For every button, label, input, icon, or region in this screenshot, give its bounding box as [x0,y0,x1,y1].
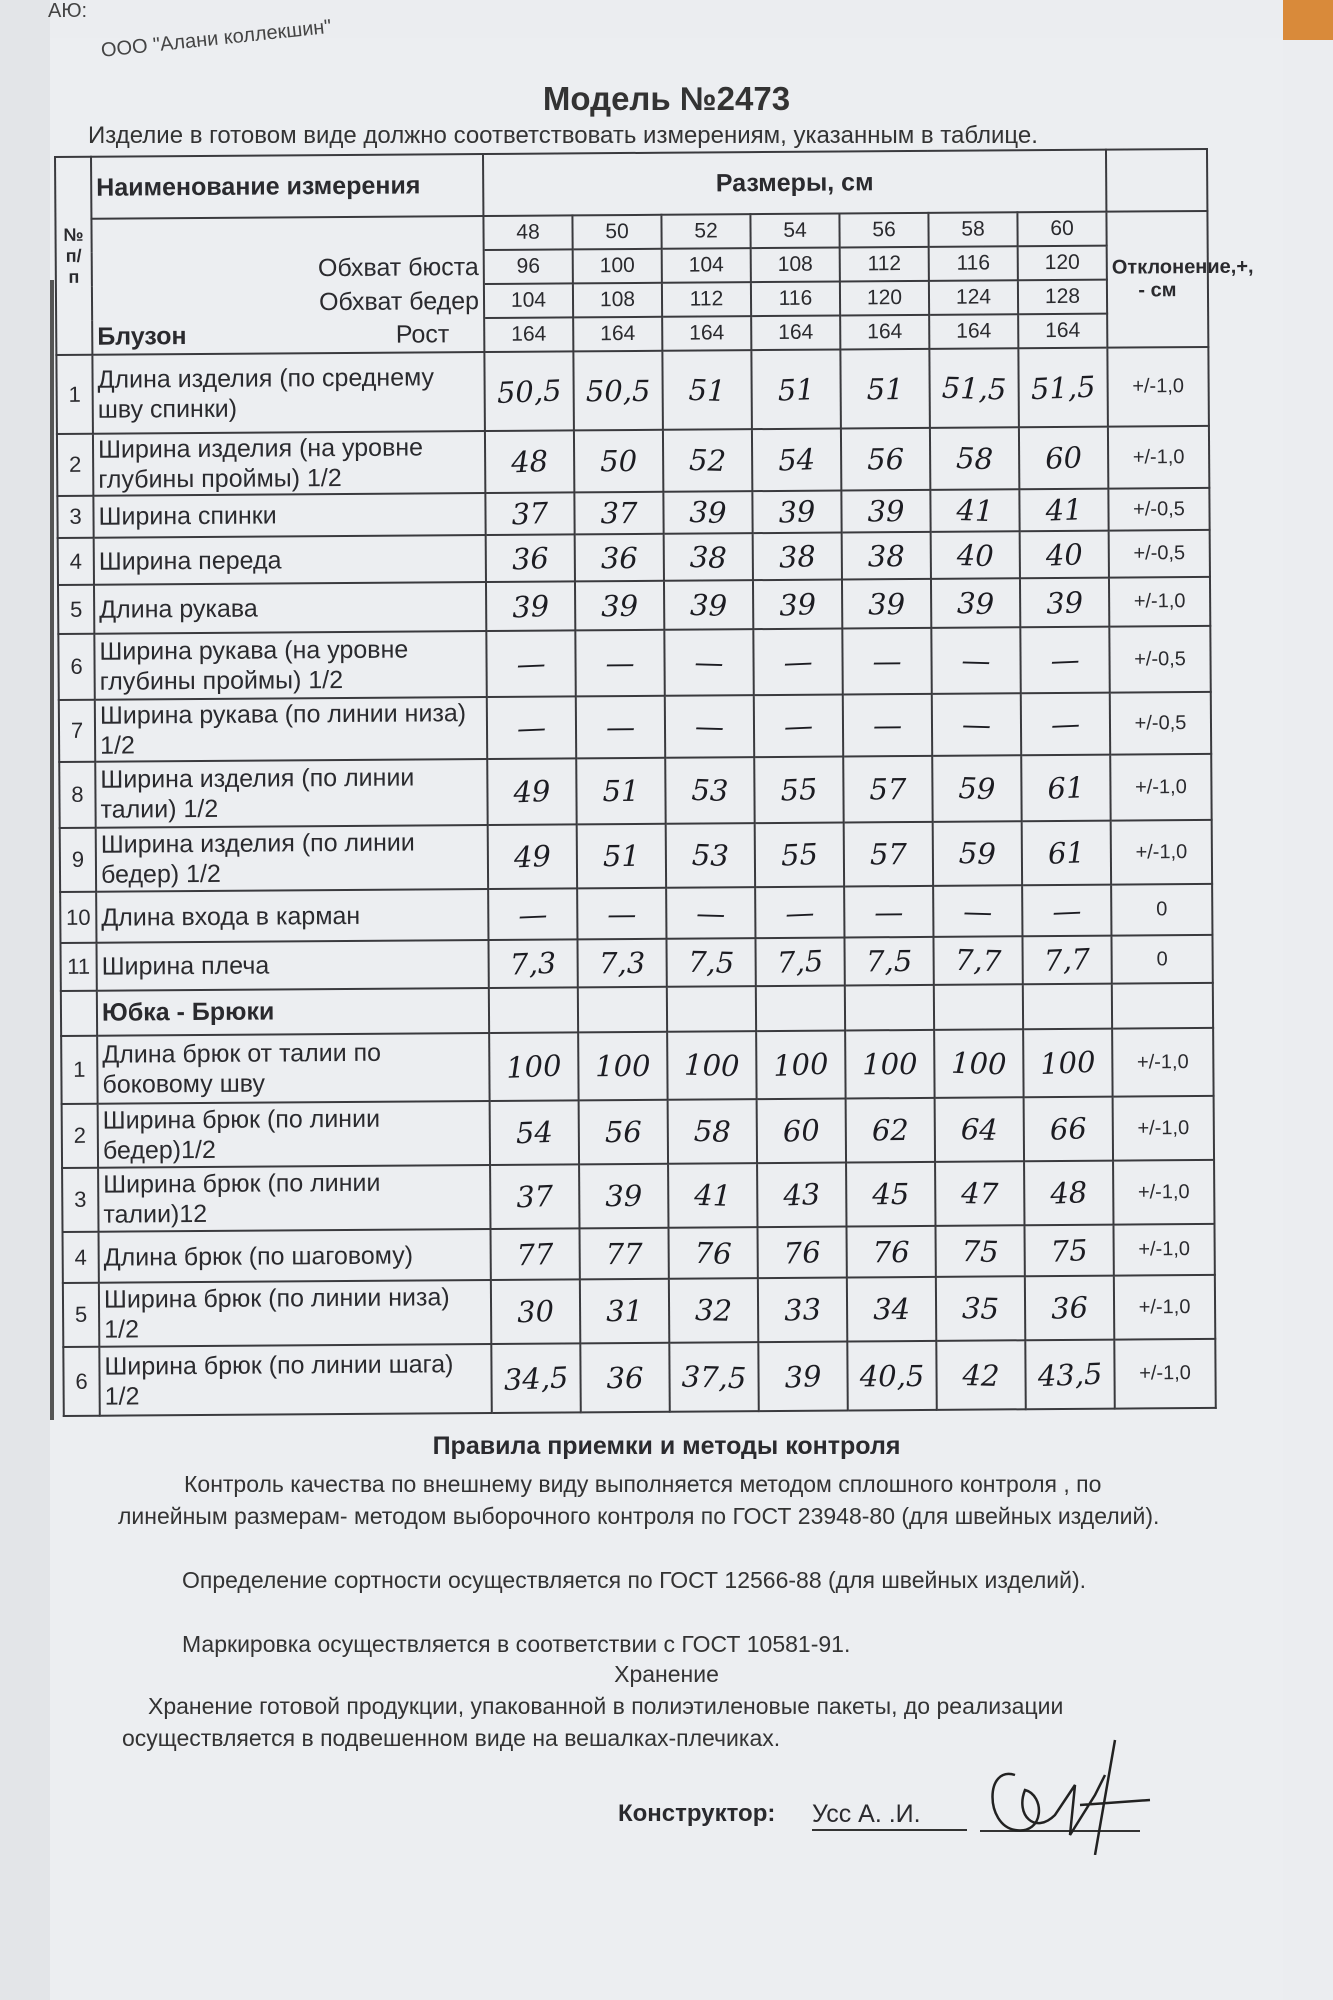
handwritten-value: — [485,629,577,699]
size-header: 52 [661,214,750,249]
bust-value: 120 [1018,246,1107,281]
row-number: 6 [58,634,94,700]
handwritten-value: 39 [752,578,843,631]
handwritten-value: 61 [1020,753,1112,823]
company-name: ООО "Алани коллекшин" [100,15,333,62]
handwritten-value: — [754,885,845,940]
handwritten-value: 100 [1022,1027,1114,1099]
handwritten-value: 37 [489,1163,581,1231]
bust-value: 96 [484,249,573,284]
table-row [59,692,1211,762]
row-number: 6 [63,1347,99,1416]
handwritten-value: 58 [929,426,1020,490]
handwritten-value: 55 [753,755,845,825]
handwritten-value: 40 [1019,529,1110,580]
rules-title: Правила приемки и методы контроля [432,1432,901,1460]
measurement-name: Ширина изделия (на уровне глубины проймы) 1/2 [93,431,485,496]
bust-value: 100 [573,249,662,284]
blouse-section-label: Блузон [97,322,187,351]
table-row [58,530,1210,585]
row-number: 7 [59,700,95,762]
handwritten-value: 100 [578,1032,667,1101]
row-number: 2 [62,1104,98,1168]
handwritten-value: 39 [1019,576,1110,629]
tolerance-value: +/-0,5 [1110,692,1211,755]
tolerance-value: +/-1,0 [1114,1339,1215,1409]
tolerance-value: +/-1,0 [1113,1224,1214,1276]
tolerance-value: +/-1,0 [1109,577,1210,627]
handwritten-value: 45 [846,1162,935,1227]
measurement-name: Ширина брюк (по линии бедер)1/2 [98,1101,490,1168]
row-number: 5 [63,1283,99,1347]
blouse-height-cell [92,318,484,355]
height-label: Рост [395,320,450,349]
hips-value: 128 [1018,280,1107,315]
size-header: 58 [928,212,1017,247]
handwritten-value: 56 [579,1100,668,1165]
table-row [60,884,1212,943]
handwritten-value: 7,5 [666,937,756,987]
handwritten-value: 34 [847,1277,936,1342]
handwritten-value: 37 [485,491,576,537]
handwritten-value: 51,5 [929,347,1020,428]
hips-value: 112 [662,282,751,317]
handwritten-value: — [1020,691,1112,757]
tolerance-header: Отклонение,+, - см [1106,211,1208,348]
document-subtitle: Изделие в готовом виде должно соответствовать измерениям, указанным в таблице. [88,122,1038,149]
measurement-name: Ширина изделия (по линии талии) 1/2 [95,759,487,828]
approve-label: АЮ: [48,0,88,22]
tolerance-value: 0 [1111,935,1212,984]
height-value: 164 [662,316,751,351]
handwritten-value: — [487,887,578,942]
constructor-name: Усс А. .И. [812,1800,967,1831]
empty-cell [489,987,578,1033]
handwritten-value: — [1019,625,1111,695]
handwritten-value: 36 [575,534,664,582]
handwritten-value: 76 [757,1225,848,1280]
table-row [57,426,1209,496]
handwritten-value: — [575,630,664,697]
tolerance-value: +/-1,0 [1113,1160,1214,1225]
height-value: 164 [573,317,662,352]
handwritten-value: 43 [756,1161,848,1229]
empty-cell [845,985,934,1031]
row-number: 4 [58,538,94,585]
handwritten-value: 66 [1023,1095,1115,1163]
handwritten-value: 50,5 [573,351,663,431]
row-number: 8 [59,762,95,828]
row-number: 1 [61,1036,97,1104]
handwritten-value: 7,7 [1022,934,1113,986]
empty-cell [934,984,1023,1030]
handwritten-value: 51 [577,824,666,889]
handwritten-value: 53 [665,822,756,888]
handwritten-value: 36 [1024,1274,1116,1342]
handwritten-value: — [576,696,665,759]
handwritten-value: 39 [663,579,753,630]
hips-value: 120 [840,281,929,316]
handwritten-value: 39 [757,1340,849,1413]
empty-cell [91,216,483,253]
handwritten-value: 39 [663,490,753,534]
table-row [63,1275,1215,1347]
page-binding [50,280,54,1420]
measurement-name: Длина рукава [94,582,486,634]
handwritten-value: 100 [845,1030,934,1099]
tolerance-value: +/-0,5 [1108,488,1209,531]
bust-value: 112 [840,247,929,282]
tolerance-value: 0 [1111,884,1212,936]
handwritten-value: 60 [756,1097,848,1165]
handwritten-value: 75 [935,1224,1025,1277]
handwritten-value: 39 [752,489,843,535]
table-row [57,488,1209,538]
height-value: 164 [840,315,929,350]
section-row [61,983,1213,1036]
tolerance-value: +/-1,0 [1113,1096,1214,1161]
handwritten-value: 47 [934,1160,1025,1226]
bust-value: 104 [662,248,751,283]
measurement-name: Ширина спинки [93,493,485,538]
rules-paragraph-2: Определение сортности осуществляется по ГОСТ 12566-88 (для швейных изделий). [182,1567,1087,1593]
table-row [61,1028,1213,1104]
handwritten-value: 77 [490,1227,581,1282]
table-row [60,820,1212,892]
handwritten-value: 59 [932,754,1023,822]
row-number: 4 [63,1232,99,1283]
handwritten-value: 62 [846,1098,935,1163]
handwritten-value: 100 [488,1031,580,1103]
handwritten-value: 51 [750,348,842,431]
hips-value: 116 [751,282,840,317]
handwritten-value: — [753,693,845,759]
handwritten-value: 30 [490,1278,582,1346]
page-edge [0,0,50,2000]
handwritten-value: — [752,627,844,697]
handwritten-value: 38 [752,531,843,582]
measurement-name: Ширина рукава (на уровне глубины проймы) 1/2 [94,631,486,700]
handwritten-value: 51,5 [1017,346,1109,429]
row-number: 3 [57,496,93,538]
handwritten-value: 31 [580,1279,669,1344]
handwritten-value: 35 [935,1275,1026,1341]
handwritten-value: 7,3 [488,938,579,990]
handwritten-value: 64 [934,1096,1025,1162]
tolerance-value: +/-1,0 [1107,347,1209,427]
handwritten-value: 55 [754,821,846,889]
row-number: 3 [62,1168,98,1232]
rules-paragraph-3: Маркировка осуществляется в соответствии с ГОСТ 10581-91. [182,1631,851,1657]
handwritten-value: 61 [1021,819,1113,887]
size-header: 48 [483,215,572,250]
measurement-name: Длина входа в карман [96,889,488,943]
tolerance-value: +/-1,0 [1112,1028,1213,1097]
handwritten-value: 33 [757,1276,849,1344]
handwritten-value: — [931,692,1022,756]
handwritten-value: — [664,628,755,696]
constructor-label: Конструктор: [618,1800,776,1827]
table-surface [1283,0,1333,40]
height-value: 164 [1018,314,1107,349]
handwritten-value: 39 [485,580,576,633]
name-header: Наименование измерения [91,154,483,219]
handwritten-value: 39 [841,490,930,533]
handwritten-value: 39 [930,577,1020,628]
measurement-name: Ширина брюк (по линии низа) 1/2 [99,1280,491,1347]
size-header: 50 [572,215,661,250]
tolerance-value: +/-1,0 [1111,820,1212,885]
handwritten-value: 7,5 [755,936,846,988]
handwritten-value: — [842,628,931,695]
handwritten-value: 50 [574,430,663,493]
handwritten-value: 32 [668,1277,759,1343]
measurement-name: Длина изделия (по среднему шву спинки) [92,352,485,434]
handwritten-signature [975,1735,1155,1855]
skirt-section-label: Юбка - Брюки [97,988,489,1036]
empty-cell [578,987,667,1033]
handwritten-value: 51 [662,349,753,430]
table-row [58,577,1210,634]
handwritten-value: 7,7 [933,935,1023,985]
handwritten-value: 40,5 [847,1341,936,1411]
handwritten-value: 41 [667,1162,758,1228]
measurements-table [54,148,1254,1417]
row-number: 1 [56,355,93,434]
handwritten-value: 42 [936,1339,1027,1410]
handwritten-value: — [666,886,756,939]
empty-cell [1106,149,1207,212]
storage-title: Хранение [614,1661,719,1687]
handwritten-value: 57 [844,822,933,887]
table-row [58,626,1210,700]
handwritten-value: 57 [843,756,932,823]
table-row [62,1096,1214,1168]
measurement-name: Длина брюк (по шаговому) [99,1229,491,1283]
handwritten-value: 100 [755,1029,847,1101]
hips-value: 104 [484,283,573,318]
measurement-name: Ширина брюк (по линии талии)12 [98,1165,490,1232]
tolerance-value: +/-1,0 [1110,754,1211,821]
handwritten-value: 37,5 [669,1341,760,1412]
size-header: 54 [750,214,839,249]
table-row [56,347,1209,434]
row-number: 5 [58,585,94,634]
empty-cell [61,991,97,1036]
handwritten-value: 39 [579,1164,668,1229]
tolerance-value: +/-1,0 [1114,1275,1215,1340]
handwritten-value: 56 [841,428,930,491]
rules-paragraph-1: Контроль качества по внешнему виду выполняется методом сплошного контроля , по линейным размерам- методом выборочного контроля по ГОСТ 23948-80 (для швейных изделий). [118,1471,1160,1529]
handwritten-value: 77 [579,1228,668,1280]
handwritten-value: 59 [932,820,1023,886]
row-number: 10 [60,892,96,943]
handwritten-value: 34,5 [490,1342,582,1415]
handwritten-value: — [577,888,666,940]
bust-value: 116 [929,246,1018,281]
hips-value: 124 [929,280,1018,315]
row-number: 9 [60,828,96,892]
handwritten-value: 100 [933,1028,1024,1098]
handwritten-value: 38 [842,532,931,580]
handwritten-value: 49 [487,823,579,891]
handwritten-value: 36 [580,1343,669,1413]
handwritten-value: 76 [846,1226,935,1278]
measurement-name: Ширина брюк (по линии шага) 1/2 [99,1344,491,1416]
hips-value: 108 [573,283,662,318]
table-row [62,1160,1214,1232]
handwritten-value: 39 [842,579,931,629]
table-row [63,1339,1215,1416]
handwritten-value: 54 [751,427,843,493]
handwritten-value: 100 [666,1030,757,1100]
empty-cell [1023,984,1112,1030]
handwritten-value: — [664,694,755,758]
handwritten-value: 49 [486,757,578,827]
bust-value: 108 [751,248,840,283]
document-title: Модель №2473 [542,80,791,117]
tolerance-value: +/-0,5 [1109,626,1210,693]
handwritten-value: 75 [1024,1223,1115,1278]
table-row [59,754,1211,828]
measurement-name: Ширина плеча [96,940,488,991]
tolerance-value: +/-1,0 [1108,426,1209,489]
handwritten-value: 60 [1018,425,1110,491]
handwritten-value: 48 [1023,1159,1115,1227]
handwritten-value: 7,5 [844,937,933,986]
handwritten-value: 54 [489,1099,581,1167]
measurement-name: Ширина переда [94,535,486,585]
handwritten-value: 48 [484,429,576,495]
handwritten-value: — [844,886,933,938]
handwritten-value: — [931,626,1022,694]
hips-label: Обхват бедер [92,284,484,321]
row-number: 2 [57,434,93,496]
sizes-header: Размеры, см [483,150,1106,216]
handwritten-value: — [486,695,578,761]
handwritten-value: 39 [575,581,664,631]
handwritten-value: 38 [663,532,753,581]
bust-label: Обхват бюста [92,250,484,287]
handwritten-value: 36 [485,533,576,584]
measurement-name: Ширина изделия (по линии бедер) 1/2 [96,825,488,892]
handwritten-value: — [1021,883,1112,938]
storage-paragraph: Хранение готовой продукции, упакованной в полиэтиленовые пакеты, до реализации осуществляется в подвешенном виде на вешалках-плечиках. [122,1693,1064,1751]
empty-cell [1112,983,1213,1029]
empty-cell [667,986,756,1032]
handwritten-value: 41 [930,488,1020,532]
handwritten-value: 51 [576,758,665,825]
handwritten-value: 53 [665,756,756,824]
height-value: 164 [751,316,840,351]
height-value: 164 [929,314,1018,349]
handwritten-value: 43,5 [1024,1338,1116,1411]
handwritten-value: 76 [668,1226,758,1279]
handwritten-value: 41 [1019,487,1110,533]
handwritten-value: 7,3 [577,939,666,988]
handwritten-value: 50,5 [483,350,575,433]
handwritten-value: 51 [840,349,930,429]
index-header: № п/п [55,157,92,355]
table-row [60,935,1212,991]
handwritten-value: — [843,694,932,757]
handwritten-value: 40 [930,530,1020,579]
size-header: 56 [839,213,928,248]
measurement-name: Ширина рукава (по линии низа) 1/2 [95,697,487,762]
handwritten-value: 58 [667,1098,758,1164]
row-number: 11 [60,943,96,991]
handwritten-value: — [933,884,1023,937]
table-row [63,1224,1215,1283]
measurement-name: Длина брюк от талии по боковому шву [97,1033,489,1104]
tolerance-value: +/-0,5 [1109,530,1210,578]
handwritten-value: 52 [662,428,753,492]
size-header: 60 [1017,212,1106,247]
height-value: 164 [484,317,573,352]
handwritten-value: 37 [574,492,663,535]
empty-cell [756,985,845,1031]
